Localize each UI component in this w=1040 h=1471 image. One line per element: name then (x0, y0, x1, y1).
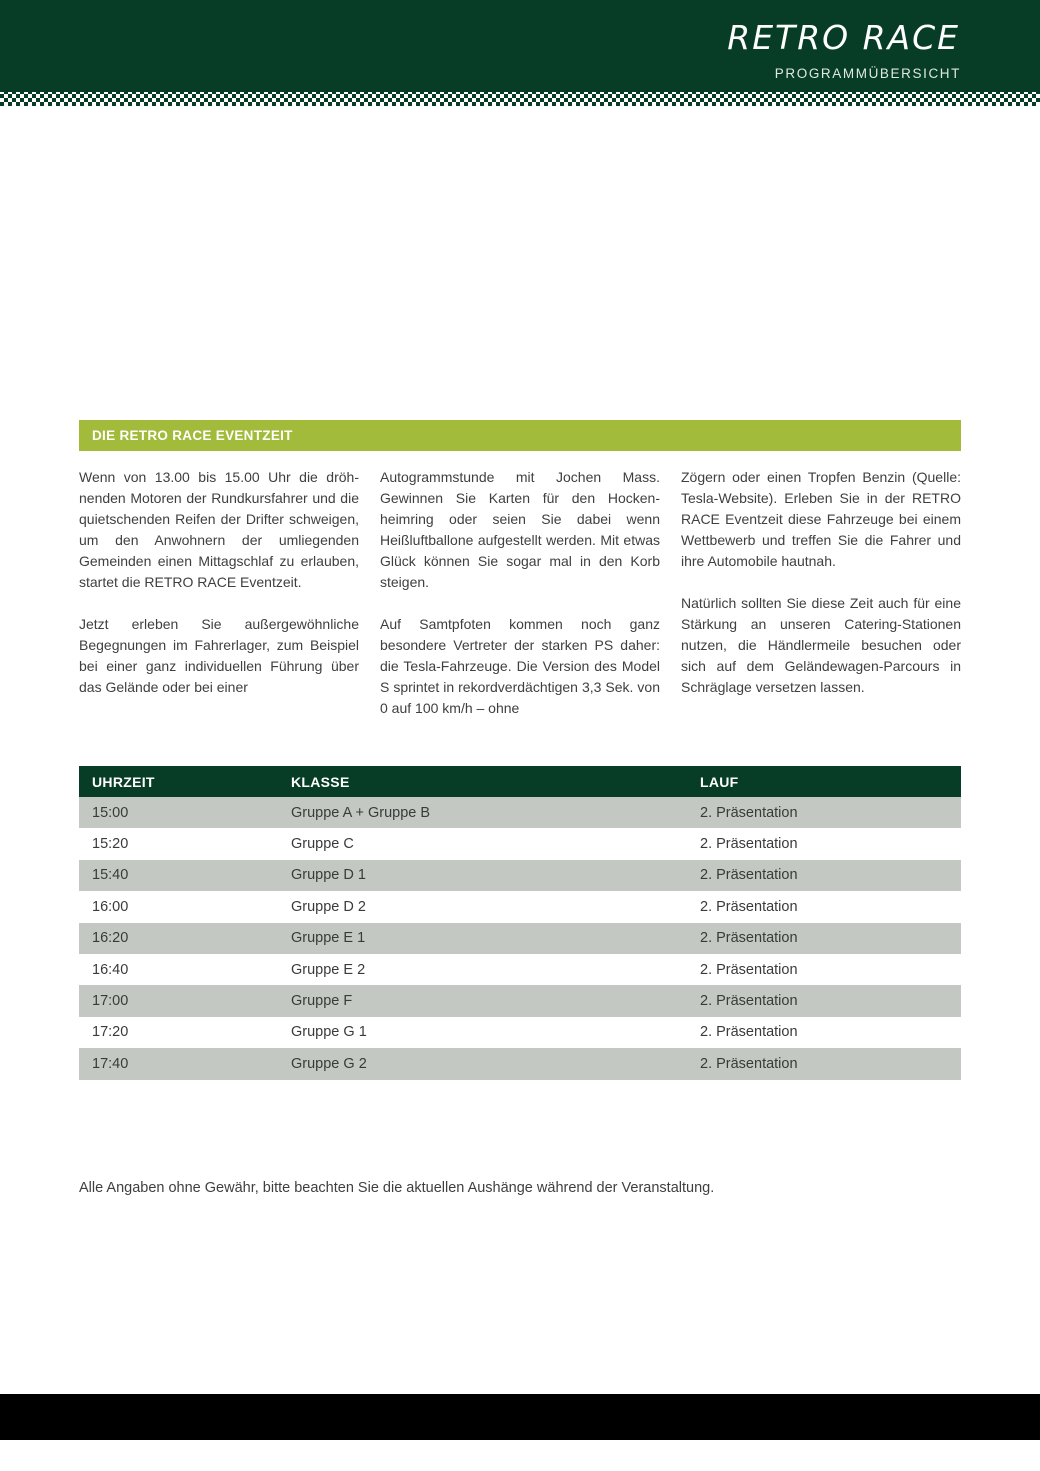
class-cell: Gruppe E 2 (291, 961, 366, 978)
time-cell: 17:20 (92, 1024, 129, 1041)
class-cell: Gruppe G 1 (291, 1024, 367, 1041)
time-cell: 15:00 (79, 797, 278, 828)
schedule-table (79, 766, 961, 1080)
time-cell: 15:40 (79, 860, 278, 891)
table-row (79, 797, 961, 828)
time-cell: 16:20 (79, 923, 278, 954)
page-footer-bar (0, 1394, 1040, 1440)
class-cell: Gruppe F (278, 985, 687, 1016)
table-row (79, 860, 961, 891)
table-row (79, 1017, 961, 1048)
time-cell: 17:00 (79, 985, 278, 1016)
class-cell: Gruppe E 1 (278, 923, 687, 954)
table-row (79, 891, 961, 922)
column-header-time: UHRZEIT (79, 766, 278, 797)
text-column-3 (681, 467, 961, 698)
paragraph: Jetzt erleben Sie außergewöhnliche Begegnungen im Fahrerlager, zum Beispiel bei einer ganz individuellen Führung über das Gelände oder bei einer (79, 616, 359, 695)
run-cell: 2. Präsentation (700, 836, 798, 853)
table-row (79, 1048, 961, 1079)
brand-subtitle: PROGRAMMÜBERSICHT (774, 66, 961, 81)
paragraph: Natürlich sollten Sie diese Zeit auch für eine Stärkung an unseren Catering-Stationen nutzen, die Händlermeile besuchen oder sich auf dem Geländewagen-Parcours in Schräglage versetzen lassen. (681, 595, 961, 695)
checkered-border (0, 90, 1040, 106)
run-cell: 2. Präsentation (687, 1048, 961, 1079)
text-column-2 (380, 467, 660, 719)
time-cell: 16:00 (92, 898, 129, 915)
class-cell: Gruppe D 1 (278, 860, 687, 891)
section-heading-bar (79, 420, 961, 451)
column-header-run: LAUF (687, 766, 961, 797)
run-cell: 2. Präsentation (687, 860, 961, 891)
run-cell: 2. Präsentation (700, 961, 798, 978)
time-cell: 17:40 (79, 1048, 278, 1079)
run-cell: 2. Präsentation (700, 898, 798, 915)
class-cell: Gruppe G 2 (278, 1048, 687, 1079)
disclaimer-note: Alle Angaben ohne Gewähr, bitte beachten Sie die aktuellen Aushänge während der Veranstaltung. (79, 1180, 715, 1196)
table-header-row (79, 766, 961, 797)
table-row (79, 923, 961, 954)
page-header (0, 0, 1040, 90)
section-heading: DIE RETRO RACE EVENTZEIT (92, 428, 293, 443)
brand-title: RETRO RACE (727, 18, 960, 57)
paragraph: Zögern oder einen Tropfen Benzin (Quelle: Tesla-Website). Erleben Sie in der RETRO RACE Eventzeit diese Fahrzeuge bei einem Wettbewerb und treffen Sie die Fahrer und ihre Automobile hautnah. (681, 469, 961, 569)
text-column-1 (79, 467, 359, 698)
run-cell: 2. Präsentation (687, 923, 961, 954)
run-cell: 2. Präsentation (687, 797, 961, 828)
time-cell: 15:20 (92, 836, 129, 853)
table-row (79, 828, 961, 859)
class-cell: Gruppe C (291, 836, 354, 853)
table-row (79, 954, 961, 985)
run-cell: 2. Präsentation (687, 985, 961, 1016)
table-row (79, 985, 961, 1016)
class-cell: Gruppe A + Gruppe B (278, 797, 687, 828)
class-cell: Gruppe D 2 (291, 898, 366, 915)
run-cell: 2. Präsentation (700, 1024, 798, 1041)
paragraph: Auf Samtpfoten kommen noch ganz besondere Vertreter der starken PS daher: die Tesla-Fahrzeuge. Die Version des Model S sprintet in rekordverdächtigen 3,3 Sek. von 0 auf 100 km/h – ohne (380, 616, 660, 716)
column-header-class: KLASSE (278, 766, 687, 797)
paragraph: Autogrammstunde mit Jochen Mass. Gewinnen Sie Karten für den Hockenheimring oder seien Sie dabei wenn Heißluftballone aufgestellt werden. Mit etwas Glück können Sie sogar mal in den Korb steigen. (380, 469, 660, 590)
time-cell: 16:40 (92, 961, 129, 978)
paragraph: Wenn von 13.00 bis 15.00 Uhr die dröhnenden Motoren der Rundkursfahrer und die quietschenden Reifen der Drifter schweigen, um den Anwohnern der umliegenden Gemeinden einen Mittagschlaf zu erlauben, startet die RETRO RACE Eventzeit. (79, 469, 359, 590)
